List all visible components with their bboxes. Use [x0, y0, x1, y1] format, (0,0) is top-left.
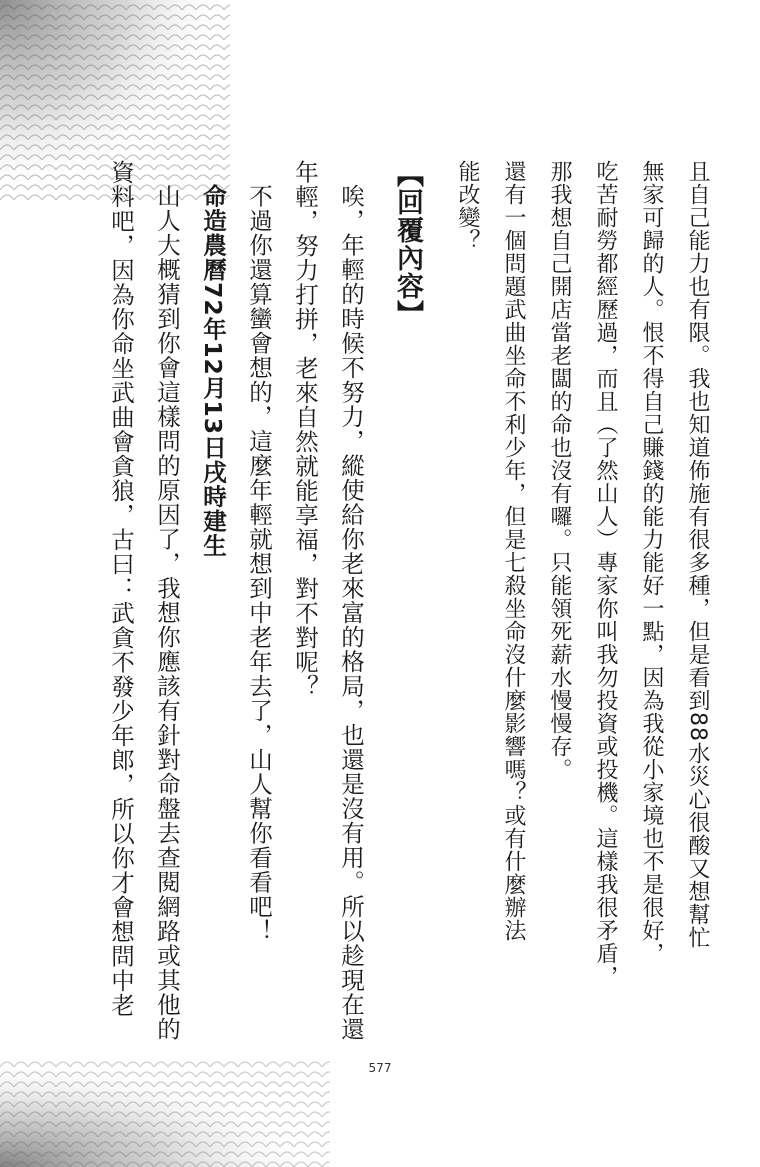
- question-line: 能改變？: [455, 160, 480, 252]
- page-number: 577: [368, 1061, 392, 1075]
- question-line: 吃苦耐勞都經歷過，而且（了然山人）專家你叫我勿投資或投機。這樣我很矛盾，: [593, 160, 618, 988]
- question-line: 那我想自己開店當老闆的命也沒有囉。只能領死薪水慢慢存。: [547, 160, 572, 781]
- question-line: 還有一個問題武曲坐命不利少年，但是七殺坐命沒什麼影響嗎？或有什麼辦法: [501, 160, 526, 942]
- reply-paragraph: 不過你還算蠻會想的，這麼年輕就想到中老年去了，山人幫你看看吧！: [245, 183, 273, 943]
- birth-data-heading: 命造農曆72年12月13日戌時建生: [199, 183, 227, 558]
- analysis-paragraph: 山人大概猜到你會這樣問的原因了，我想你應該有針對命盤去查閱網路或其他的資料吧，因為你命坐武曲會貪狼，古曰：武貪不發少年郎，所以你才會想問中老: [107, 160, 181, 1041]
- vertical-text-body: [98, 160, 720, 1050]
- question-line: 無家可歸的人。恨不得自己賺錢的能力能好一點，因為我從小家境也不是很好，: [639, 160, 664, 965]
- reply-heading: 【回覆內容】: [392, 160, 423, 328]
- question-line: 且自己能力也有限。我也知道佈施有很多種，但是看到88水災心很酸又想幫忙: [685, 160, 710, 949]
- reply-paragraph: 唉，年輕的時候不努力，縱使給你老來富的格局，也還是沒有用。所以趁現在還年輕，努力打拼，老來自然就能享福，對不對呢？: [291, 160, 365, 1041]
